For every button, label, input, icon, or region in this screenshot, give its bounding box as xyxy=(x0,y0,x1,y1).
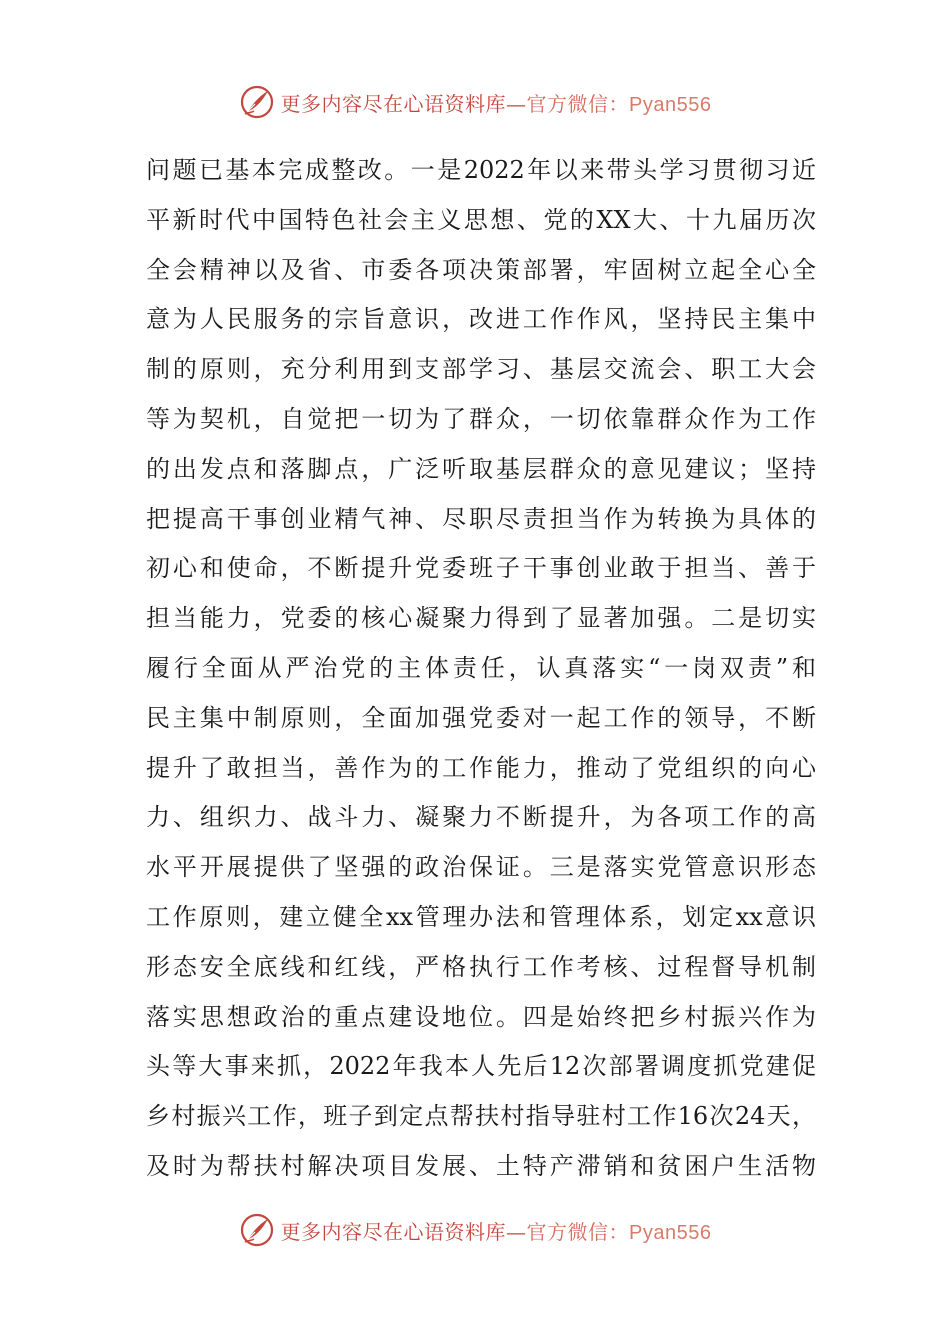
text-line: 提升了敢担当，善作为的工作能力，推动了党组织的向心 xyxy=(146,753,816,782)
watermark-wechat-id: Pyan556 xyxy=(629,93,712,116)
text-line: 担当能力，党委的核心凝聚力得到了显著加强。二是切实 xyxy=(146,604,816,633)
watermark-text xyxy=(281,1216,712,1245)
quill-pen-logo-icon xyxy=(239,1212,275,1248)
header-watermark xyxy=(0,80,950,124)
text-line: 水平开展提供了坚强的政治保证。三是落实党管意识形态 xyxy=(146,853,816,882)
document-body xyxy=(146,146,816,1192)
text-line: 乡村振兴工作，班子到定点帮扶村指导驻村工作16次24天， xyxy=(146,1102,816,1131)
quill-pen-logo-icon xyxy=(239,84,275,120)
text-line: 及时为帮扶村解决项目发展、土特产滞销和贫困户生活物 xyxy=(146,1151,816,1180)
watermark-site: 更多内容尽在心语资料库 xyxy=(280,1219,507,1244)
text-line: 的出发点和落脚点，广泛听取基层群众的意见建议；坚持 xyxy=(146,454,816,483)
watermark-official: 官方微信： xyxy=(526,91,630,116)
watermark-dash: — xyxy=(506,91,527,116)
text-line: 把提高干事创业精气神、尽职尽责担当作为转换为具体的 xyxy=(146,504,816,533)
text-line: 履行全面从严治党的主体责任，认真落实“一岗双责”和 xyxy=(146,653,816,682)
text-line: 意为人民服务的宗旨意识，改进工作作风，坚持民主集中 xyxy=(146,305,816,334)
text-line: 全会精神以及省、市委各项决策部署，牢固树立起全心全 xyxy=(146,255,816,284)
text-line: 力、组织力、战斗力、凝聚力不断提升，为各项工作的高 xyxy=(146,803,816,832)
watermark-text xyxy=(281,88,712,117)
text-line: 初心和使命，不断提升党委班子干事创业敢于担当、善于 xyxy=(146,554,816,583)
text-line: 落实思想政治的重点建设地位。四是始终把乡村振兴作为 xyxy=(146,1002,816,1031)
text-line: 民主集中制原则，全面加强党委对一起工作的领导，不断 xyxy=(146,703,816,732)
footer-watermark xyxy=(0,1208,950,1252)
text-line: 工作原则，建立健全xx管理办法和管理体系，划定xx意识 xyxy=(146,902,816,931)
text-line: 形态安全底线和红线，严格执行工作考核、过程督导机制 xyxy=(146,952,816,981)
watermark-official: 官方微信： xyxy=(526,1219,630,1244)
text-line: 问题已基本完成整改。一是2022年以来带头学习贯彻习近 xyxy=(146,156,816,184)
text-line: 等为契机，自觉把一切为了群众，一切依靠群众作为工作 xyxy=(146,404,816,433)
text-line: 头等大事来抓，2022年我本人先后12次部署调度抓党建促 xyxy=(146,1052,816,1081)
watermark-dash: — xyxy=(506,1219,527,1244)
watermark-wechat-id: Pyan556 xyxy=(629,1221,712,1244)
text-line: 平新时代中国特色社会主义思想、党的XX大、十九届历次 xyxy=(146,205,816,234)
watermark-site: 更多内容尽在心语资料库 xyxy=(280,91,507,116)
text-line: 制的原则，充分利用到支部学习、基层交流会、职工大会 xyxy=(146,355,816,384)
